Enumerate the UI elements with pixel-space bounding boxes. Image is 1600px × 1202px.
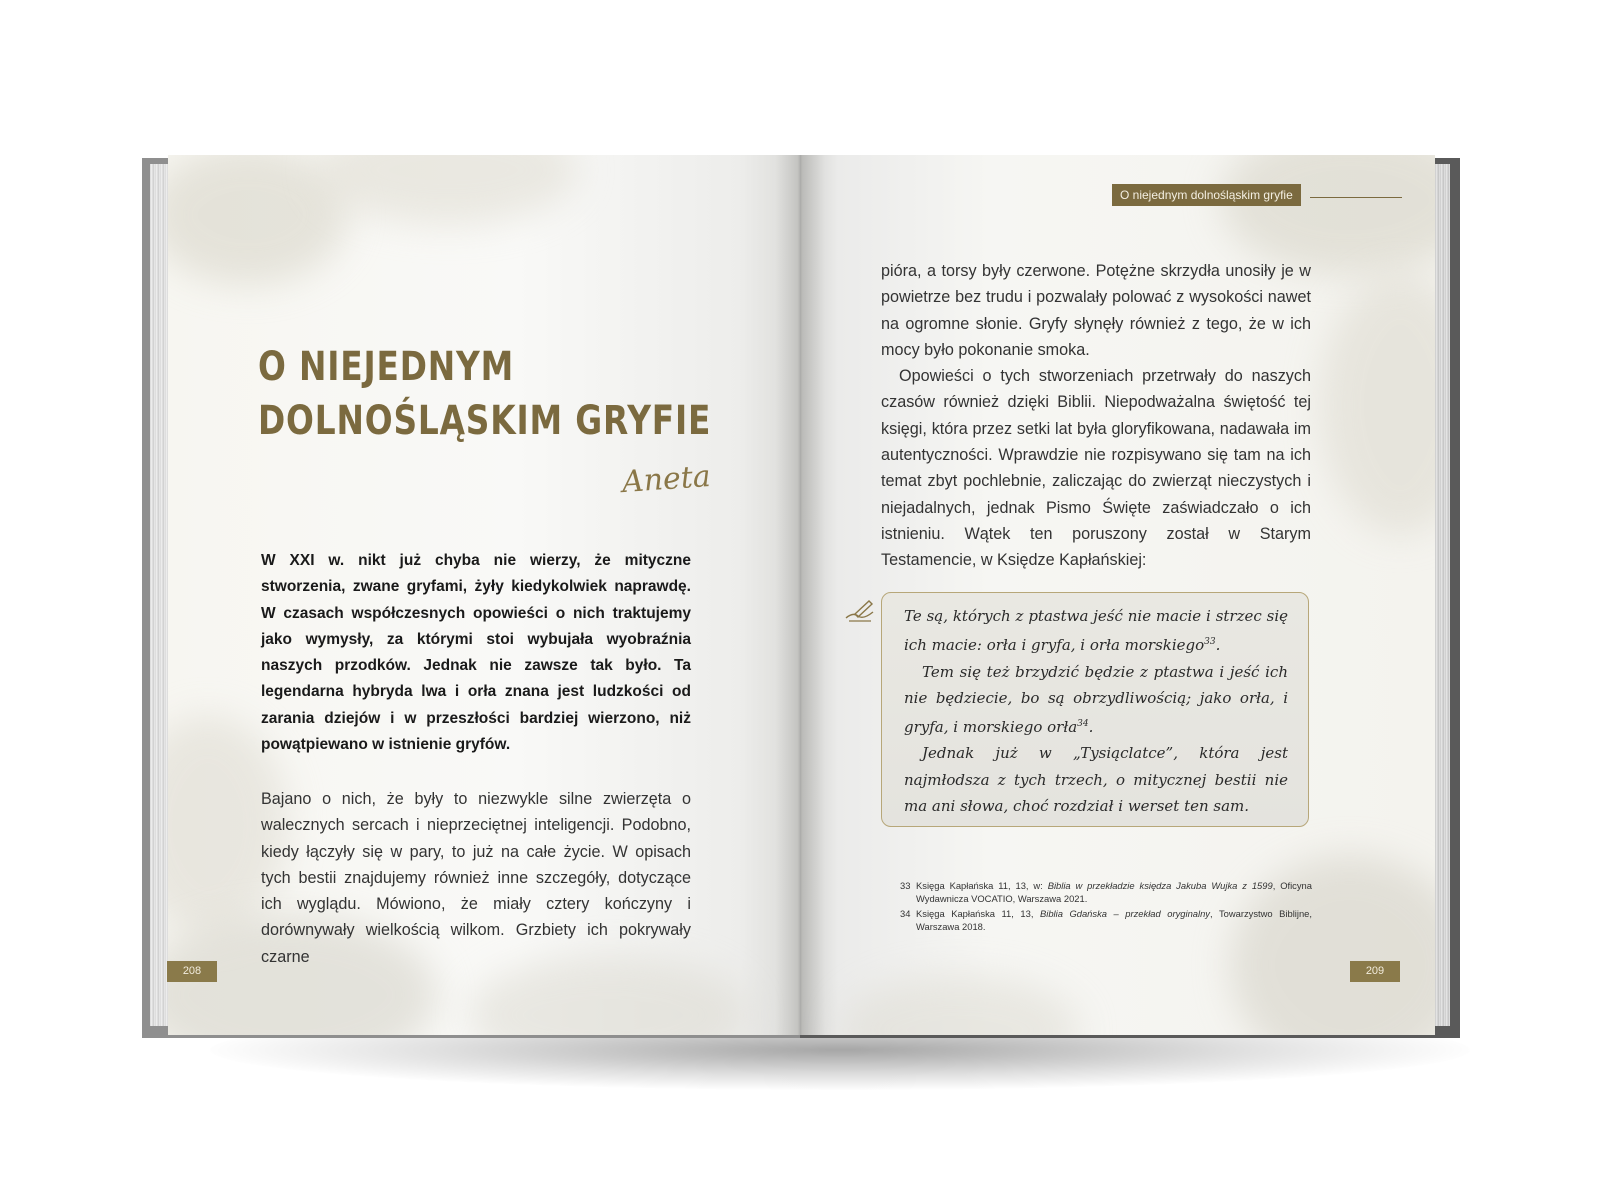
smoke-texture xyxy=(318,155,578,225)
quote-text: Te są, których z ptastwa jeść nie macie i strzec się ich macie: orła i gryfa, i orła morskiego xyxy=(904,607,1288,655)
lead-paragraph xyxy=(261,548,691,758)
author-signature: Aneta xyxy=(620,458,712,501)
footnote-text-part: , Towarzystwo Biblijne, Warszawa 2018. xyxy=(916,908,1312,932)
bible-quote-box xyxy=(881,592,1309,827)
quote-text: Tem się też brzydzić będzie z ptastwa i jeść ich nie będziecie, bo są obrzydliwością; jako orła, i gryfa, i morskiego orła xyxy=(904,662,1288,737)
chapter-title-line-2: DOLNOŚLĄSKIM GRYFIE xyxy=(258,398,712,444)
page-number-right: 209 xyxy=(1350,961,1400,982)
footnote-ref: 33 xyxy=(1204,637,1216,648)
footnote-number: 33 xyxy=(900,880,911,891)
book-gutter xyxy=(775,155,825,1035)
footnote-source-title: Biblia Gdańska – przekład oryginalny xyxy=(1039,908,1210,919)
footnote-text-part: , Oficyna Wydawnicza VOCATIO, Warszawa 2021. xyxy=(916,880,1312,904)
body-text-left xyxy=(261,786,691,970)
footnote-ref: 34 xyxy=(1077,719,1089,730)
chapter-title xyxy=(258,340,711,448)
running-head: O niejednym dolnośląskim gryfie xyxy=(1112,184,1301,206)
body-text-right xyxy=(881,258,1311,574)
running-head-rule xyxy=(1310,197,1402,198)
lead-paragraph-text: W XXI w. nikt już chyba nie wierzy, że mityczne stworzenia, zwane gryfami, żyły kiedykolwiek naprawdę. W czasach współczesnych opowieści o nich traktujemy jako wymysły, za którymi stoi wybujała wyobraźnia naszych przodków. Jednak nie zawsze tak było. Ta legendarna hybryda lwa i orła znana jest ludzkości od zarania dziejów i w przeszłości bardziej wierzono, niż powątpiewano w istnienie gryfów. xyxy=(261,552,691,754)
smoke-texture xyxy=(1320,275,1435,535)
body-paragraph: Opowieści o tych stworzeniach przetrwały do naszych czasów również dzięki Biblii. Niepodważalna świętość tej księgi, która przez setki lat była gloryfikowana, nadawała im autentyczności. Wprawdzie nie rozpisywano się tam na ich temat zbyt pochlebnie, zaliczając do zwierząt nieczystych i niejadalnych, jednak Pismo Święte zaświadczało o ich istnieniu. Wątek ten poruszony został w Starym Testamencie, w Księdze Kapłańskiej: xyxy=(881,367,1311,570)
footnote-text xyxy=(916,908,1312,933)
quote-paragraph: Jednak już w „Tysiąclatce”, która jest najmłodsza z tych trzech, o mitycznej bestii nie ma ani słowa, choć rozdział i werset ten sam. xyxy=(904,744,1288,816)
smoke-texture xyxy=(1220,155,1435,275)
footnote-source-title: Biblia w przekładzie księdza Jakuba Wujka z 1599 xyxy=(1047,880,1273,891)
quote-paragraph: Te są, których z ptastwa jeść nie macie i strzec się ich macie: orła i gryfa, i orła morskiego$^{33}$. xyxy=(904,607,1288,655)
quote-paragraph: Tem się też brzydzić będzie z ptastwa i jeść ich nie będziecie, bo są obrzydliwością; jako orła, i gryfa, i morskiego orła$^{34}$. xyxy=(904,662,1288,737)
body-paragraph: pióra, a torsy były czerwone. Potężne skrzydła unosiły je w powietrze bez trudu i pozwalały polować z wysokości nawet na ogromne słonie. Gryfy słynęły również z tego, że w ich mocy było pokonanie smoka. xyxy=(881,262,1311,359)
hand-writing-icon xyxy=(843,598,877,624)
footnotes xyxy=(900,880,1312,936)
smoke-texture xyxy=(840,975,1080,1035)
footnote xyxy=(900,908,1312,933)
footnote xyxy=(900,880,1312,905)
page-number-left: 208 xyxy=(167,961,217,982)
footnote-text xyxy=(916,880,1312,905)
body-paragraph: Bajano o nich, że były to niezwykle silne zwierzęta o walecznych sercach i nieprzeciętnej inteligencji. Podobno, kiedy łączyły się w pary, to już na całe życie. W opisach tych bestii znajdujemy również inne szczegóły, dotyczące ich wyglądu. Mówiono, że miały cztery kończyny i dorównywały wielkością wilkom. Grzbiety ich pokrywały czarne xyxy=(261,790,691,966)
footnote-text-part: Księga Kapłańska 11, 13, w: xyxy=(916,880,1048,891)
footnote-text-part: Księga Kapłańska 11, 13, xyxy=(916,908,1040,919)
footnote-number: 34 xyxy=(900,908,911,919)
chapter-title-line-1: O NIEJEDNYM xyxy=(258,344,515,390)
